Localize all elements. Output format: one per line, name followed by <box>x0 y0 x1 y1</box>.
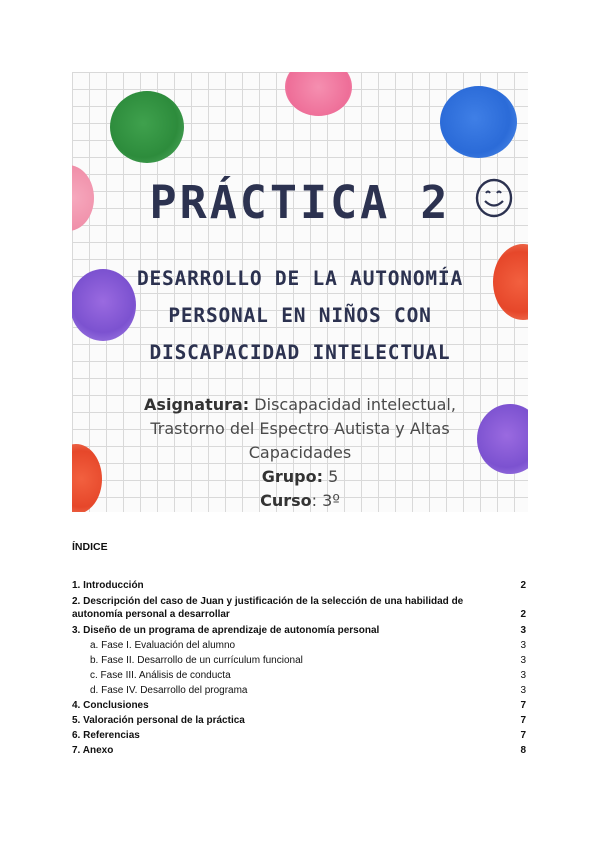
cover-image <box>72 72 528 512</box>
toc-entry-text: 7. Anexo <box>72 745 114 756</box>
grupo-line <box>112 465 488 489</box>
red-watercolor-dot <box>493 244 528 320</box>
toc-entry-page: 3 <box>520 685 526 696</box>
pink-watercolor-dot <box>285 72 352 116</box>
asignatura-value: Discapacidad intelectual, Trastorno del Espectro Autista y Altas Capacidades <box>150 395 456 462</box>
toc-entry-text: b. Fase II. Desarrollo de un currículum funcional <box>90 655 303 666</box>
cover-info <box>112 393 488 512</box>
toc-entry-text: d. Fase IV. Desarrollo del programa <box>90 685 248 696</box>
toc-entry[interactable] <box>72 595 528 621</box>
blue-watercolor-dot <box>440 86 517 158</box>
toc-subentry[interactable] <box>72 640 528 651</box>
table-of-contents <box>72 580 528 756</box>
curso-value: : 3º <box>311 491 340 510</box>
toc-entry[interactable] <box>72 730 528 741</box>
toc-subentry[interactable] <box>72 670 528 681</box>
toc-entry-text: 3. Diseño de un programa de aprendizaje de autonomía personal <box>72 625 380 636</box>
toc-entry-text: 1. Introducción <box>72 580 144 591</box>
toc-entry-page: 8 <box>520 745 526 756</box>
toc-entry-page: 2 <box>520 580 526 591</box>
toc-entry-text: a. Fase I. Evaluación del alumno <box>90 640 236 651</box>
green-watercolor-dot <box>110 91 184 163</box>
toc-entry-text: c. Fase III. Análisis de conducta <box>90 670 231 681</box>
toc-entry-page: 3 <box>520 670 526 681</box>
cover-subtitle: DESARROLLO DE LA AUTONOMÍA PERSONAL EN NIÑOS CON DISCAPACIDAD INTELECTUAL <box>136 267 464 364</box>
curso-line <box>112 489 488 512</box>
toc-entry-page: 7 <box>520 715 526 726</box>
grupo-label: Grupo: <box>261 467 323 486</box>
toc-entry-page: 3 <box>520 655 526 666</box>
asignatura-line <box>112 393 488 465</box>
red-watercolor-dot <box>72 444 102 512</box>
asignatura-label: Asignatura: <box>144 395 250 414</box>
purple-watercolor-dot <box>72 269 136 341</box>
index-heading: ÍNDICE <box>72 541 108 553</box>
toc-entry-text: 4. Conclusiones <box>72 700 149 711</box>
toc-subentry[interactable] <box>72 685 528 696</box>
toc-entry-page: 3 <box>520 625 526 636</box>
toc-entry[interactable] <box>72 745 528 756</box>
toc-entry-text: 5. Valoración personal de la práctica <box>72 715 245 726</box>
toc-entry[interactable] <box>72 580 528 591</box>
toc-subentry[interactable] <box>72 655 528 666</box>
toc-entry-text: 6. Referencias <box>72 730 140 741</box>
toc-entry-page: 3 <box>520 640 526 651</box>
toc-entry[interactable] <box>72 700 528 711</box>
grupo-value: 5 <box>328 467 339 486</box>
toc-entry-page: 2 <box>520 609 526 620</box>
toc-entry[interactable] <box>72 625 528 636</box>
curso-label: Curso <box>260 491 312 510</box>
toc-entry[interactable] <box>72 715 528 726</box>
toc-entry-page: 7 <box>520 730 526 741</box>
toc-entry-text: 2. Descripción del caso de Juan y justificación de la selección de una habilidad de autonomía personal a desarrollar <box>72 596 464 620</box>
cover-title: PRÁCTICA 2 <box>149 176 451 229</box>
toc-entry-page: 7 <box>520 700 526 711</box>
